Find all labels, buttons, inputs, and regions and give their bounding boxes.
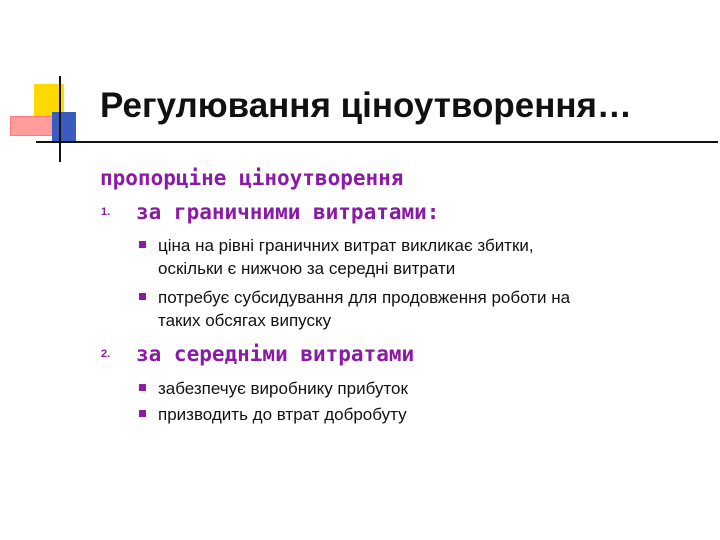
item-number-1: 1.	[101, 206, 111, 218]
slide-subtitle: пропорціне ціноутворення	[100, 166, 404, 190]
decor-red-rectangle	[10, 116, 54, 136]
bullet-marker	[139, 293, 146, 300]
bullet-text-1-2b: таких обсягах випуску	[158, 311, 332, 330]
title-underline	[36, 141, 718, 143]
item-number-2: 2.	[101, 348, 111, 360]
bullet-text-1-1a: ціна на рівні граничних витрат викликає збитки,	[158, 236, 534, 255]
item-heading-2: за середніми витратами	[136, 342, 415, 366]
item-heading-1: за граничними витратами:	[136, 200, 440, 224]
bullet-text-1-2a: потребує субсидування для продовження роботи на	[158, 288, 571, 307]
decor-blue-square	[52, 112, 76, 142]
bullet-marker	[139, 384, 146, 391]
bullet-marker	[139, 241, 146, 248]
slide-title: Регулювання ціноутворення…	[100, 86, 632, 125]
decor-vertical-line	[59, 76, 61, 162]
bullet-text-2-2: призводить до втрат добробуту	[158, 405, 407, 424]
bullet-text-2-1: забезпечує виробнику прибуток	[158, 379, 408, 398]
bullet-text-1-1b: оскільки є нижчою за середні витрати	[158, 259, 456, 278]
bullet-marker	[139, 410, 146, 417]
